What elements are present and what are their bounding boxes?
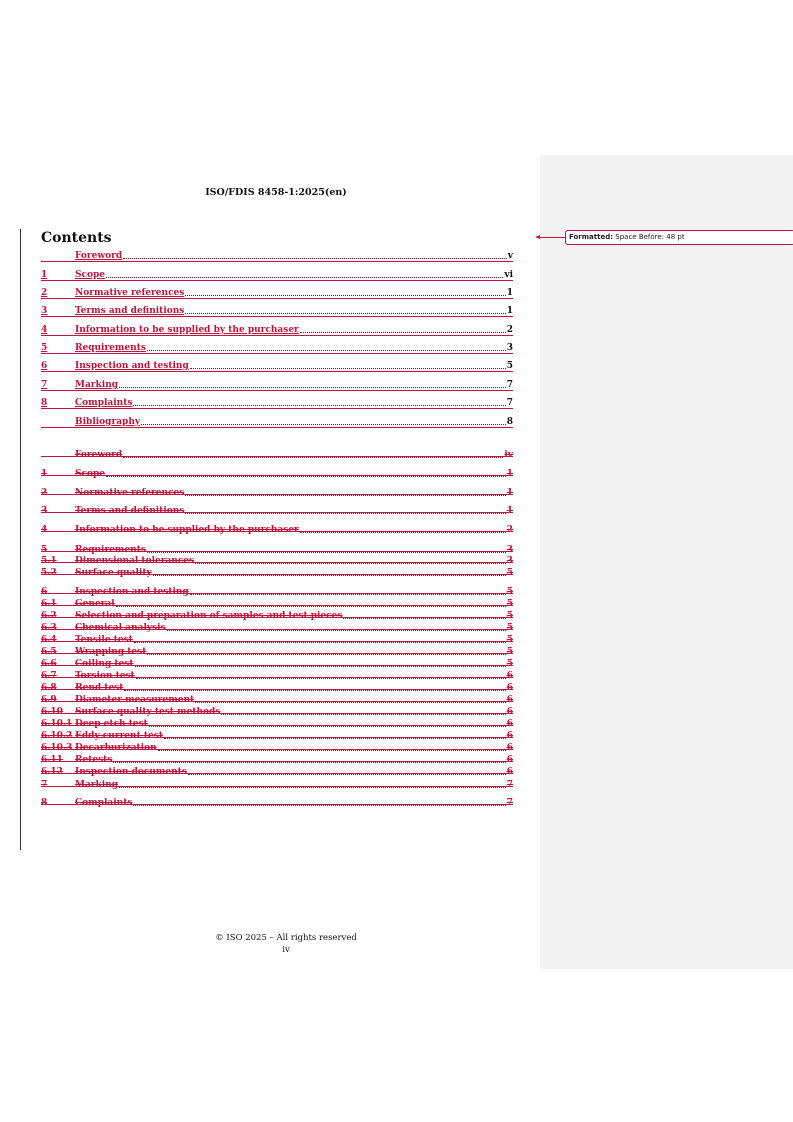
toc-entry-page: 5 — [506, 611, 513, 621]
toc-entry-number: 6.10 — [41, 707, 63, 717]
toc-entry-title: Deep etch test — [75, 719, 148, 729]
toc-entry-number: 4 — [41, 325, 48, 335]
toc-entry-title: Foreword — [75, 251, 123, 261]
toc-entry-number: 7 — [41, 380, 48, 390]
page-number: iv — [282, 945, 290, 955]
document-header: ISO/FDIS 8458-1:2025(en) — [205, 187, 347, 198]
toc-entry-title: Complaints — [75, 398, 133, 408]
toc-entry-deleted[interactable] — [41, 623, 513, 633]
toc-entry-title: Diameter measurement — [75, 695, 195, 705]
toc-entry-deleted[interactable] — [41, 488, 513, 498]
toc-entry-title: Torsion test — [75, 671, 135, 681]
toc-entry-page: 6 — [506, 719, 513, 729]
markup-pane — [540, 155, 793, 969]
toc-leader-dots — [221, 714, 505, 715]
copyright-notice: © ISO 2025 – All rights reserved — [215, 933, 357, 943]
toc-entry-inserted[interactable] — [41, 343, 513, 354]
toc-entry-deleted[interactable] — [41, 647, 513, 657]
toc-entry-page: 5 — [506, 587, 513, 597]
toc-entry-deleted[interactable] — [41, 545, 513, 555]
toc-entry-deleted[interactable] — [41, 568, 513, 578]
toc-entry-number: 2 — [41, 288, 48, 298]
toc-leader-dots — [149, 726, 506, 727]
toc-entry-inserted[interactable] — [41, 251, 513, 262]
toc-entry-number: 6.2 — [41, 611, 57, 621]
toc-entry-title: Marking — [75, 380, 119, 390]
comment-text: Space Before: 48 pt — [615, 233, 685, 241]
toc-entry-page: 6 — [506, 707, 513, 717]
toc-entry-number: 6 — [41, 587, 48, 597]
toc-entry-number: 1 — [41, 270, 48, 280]
toc-entry-page: 6 — [506, 767, 513, 777]
toc-entry-deleted[interactable] — [41, 450, 513, 460]
toc-entry-page: 7 — [506, 380, 513, 390]
toc-leader-dots — [116, 606, 506, 607]
toc-entry-deleted[interactable] — [41, 767, 513, 777]
toc-entry-title: General — [75, 599, 115, 609]
toc-leader-dots — [133, 805, 505, 806]
toc-entry-deleted[interactable] — [41, 469, 513, 479]
toc-entry-number: 3 — [41, 306, 48, 316]
toc-entry-deleted[interactable] — [41, 611, 513, 621]
toc-leader-dots — [158, 750, 506, 751]
contents-heading: Contents — [41, 230, 112, 246]
toc-entry-number: 6.5 — [41, 647, 57, 657]
toc-entry-inserted[interactable] — [41, 325, 513, 336]
toc-entry-title: Normative references — [75, 488, 185, 498]
toc-entry-number: 6.4 — [41, 635, 57, 645]
toc-entry-page: 6 — [506, 731, 513, 741]
toc-entry-title: Terms and definitions — [75, 306, 185, 316]
toc-leader-dots — [123, 457, 503, 458]
toc-entry-number: 6.6 — [41, 659, 57, 669]
toc-entry-page: vi — [504, 270, 513, 280]
toc-entry-title: Information to be supplied by the purchaser — [75, 525, 299, 535]
toc-entry-number: 7 — [41, 780, 48, 790]
comment-label: Formatted: — [569, 233, 614, 241]
toc-leader-dots — [106, 476, 506, 477]
toc-leader-dots — [190, 368, 506, 369]
toc-leader-dots — [119, 787, 506, 788]
toc-entry-title: Requirements — [75, 545, 146, 555]
toc-leader-dots — [106, 277, 503, 278]
toc-entry-title: Bibliography — [75, 417, 141, 427]
toc-entry-inserted[interactable] — [41, 398, 513, 409]
toc-entry-title: Retests — [75, 755, 113, 765]
toc-entry-page: 5 — [506, 647, 513, 657]
toc-entry-deleted[interactable] — [41, 719, 513, 729]
toc-entry-title: Coiling test — [75, 659, 134, 669]
toc-entry-title: Foreword — [75, 450, 123, 460]
comment-connector-arrow — [539, 237, 565, 238]
toc-entry-page: iv — [504, 450, 513, 460]
toc-entry-inserted[interactable] — [41, 380, 513, 391]
toc-entry-number: 4 — [41, 525, 48, 535]
toc-entry-number: 5 — [41, 545, 48, 555]
toc-entry-number: 5.2 — [41, 568, 57, 578]
toc-entry-deleted[interactable] — [41, 671, 513, 681]
toc-entry-page: 5 — [506, 623, 513, 633]
toc-entry-number: 2 — [41, 488, 48, 498]
toc-entry-title: Surface quality — [75, 568, 152, 578]
toc-entry-page: 3 — [506, 545, 513, 555]
toc-entry-page: 1 — [506, 306, 513, 316]
toc-entry-title: Information to be supplied by the purchaser — [75, 325, 299, 335]
toc-entry-title: Eddy current test — [75, 731, 163, 741]
page-footer — [40, 932, 532, 956]
toc-entry-page: 8 — [506, 417, 513, 427]
toc-entry-title: Tensile test — [75, 635, 133, 645]
toc-entry-page: 5 — [506, 659, 513, 669]
toc-entry-deleted[interactable] — [41, 635, 513, 645]
toc-leader-dots — [167, 630, 506, 631]
toc-entry-number: 1 — [41, 469, 48, 479]
toc-leader-dots — [134, 642, 506, 643]
toc-leader-dots — [185, 313, 505, 314]
toc-leader-dots — [185, 513, 505, 514]
toc-entry-title: Scope — [75, 270, 106, 280]
toc-entry-page: 5 — [506, 361, 513, 371]
toc-entry-title: Inspection documents — [75, 767, 187, 777]
toc-leader-dots — [300, 532, 506, 533]
toc-entry-title: Requirements — [75, 343, 146, 353]
toc-entry-page: v — [507, 251, 513, 261]
toc-leader-dots — [147, 350, 506, 351]
toc-entry-page: 6 — [506, 671, 513, 681]
toc-leader-dots — [141, 424, 506, 425]
toc-entry-page: 1 — [506, 469, 513, 479]
toc-entry-number: 6.1 — [41, 599, 57, 609]
toc-entry-deleted[interactable] — [41, 743, 513, 753]
toc-entry-title: Decarburization — [75, 743, 157, 753]
toc-entry-inserted[interactable] — [41, 306, 513, 317]
toc-entry-deleted[interactable] — [41, 587, 513, 597]
toc-entry-page: 6 — [506, 755, 513, 765]
toc-entry-inserted[interactable] — [41, 417, 513, 428]
toc-entry-page: 2 — [506, 525, 513, 535]
toc-entry-page: 6 — [506, 683, 513, 693]
toc-entry-number: 6.10.2 — [41, 731, 73, 741]
toc-entry-title: Inspection and testing — [75, 587, 189, 597]
toc-entry-page: 3 — [506, 343, 513, 353]
toc-entry-page: 1 — [506, 488, 513, 498]
toc-entry-page: 1 — [506, 506, 513, 516]
toc-entry-deleted[interactable] — [41, 731, 513, 741]
toc-entry-number: 6.7 — [41, 671, 57, 681]
toc-entry-title: Wrapping test — [75, 647, 147, 657]
toc-entry-inserted[interactable] — [41, 361, 513, 372]
toc-entry-title: Surface quality test methods — [75, 707, 221, 717]
toc-entry-title: Normative references — [75, 288, 185, 298]
toc-entry-deleted[interactable] — [41, 525, 513, 535]
toc-entry-page: 7 — [506, 780, 513, 790]
toc-entry-title: Marking — [75, 780, 119, 790]
toc-entry-number: 5.1 — [41, 556, 57, 566]
toc-leader-dots — [147, 654, 505, 655]
formatting-comment[interactable] — [565, 230, 793, 245]
toc-entry-number: 6.12 — [41, 767, 63, 777]
toc-entry-page: 7 — [506, 798, 513, 808]
toc-entry-deleted[interactable] — [41, 780, 513, 790]
toc-entry-title: Bend test — [75, 683, 124, 693]
toc-entry-page: 5 — [506, 599, 513, 609]
toc-entry-inserted[interactable] — [41, 270, 513, 281]
toc-leader-dots — [164, 738, 506, 739]
toc-leader-dots — [119, 387, 506, 388]
toc-leader-dots — [136, 678, 506, 679]
toc-entry-title: Complaints — [75, 798, 133, 808]
toc-entry-number: 6.10.1 — [41, 719, 73, 729]
toc-entry-deleted[interactable] — [41, 695, 513, 705]
toc-entry-number: 8 — [41, 398, 48, 408]
toc-leader-dots — [185, 495, 505, 496]
toc-entry-number: 6 — [41, 361, 48, 371]
toc-entry-number: 6.3 — [41, 623, 57, 633]
toc-entry-deleted[interactable] — [41, 659, 513, 669]
toc-leader-dots — [113, 762, 505, 763]
toc-entry-number: 6.8 — [41, 683, 57, 693]
toc-entry-deleted[interactable] — [41, 506, 513, 516]
toc-entry-page: 7 — [506, 398, 513, 408]
toc-entry-number: 6.9 — [41, 695, 57, 705]
toc-leader-dots — [343, 618, 505, 619]
toc-leader-dots — [190, 594, 506, 595]
toc-entry-title: Dimensional tolerances — [75, 556, 195, 566]
toc-entry-inserted[interactable] — [41, 288, 513, 299]
toc-entry-page: 1 — [506, 288, 513, 298]
change-bar — [20, 229, 21, 850]
toc-leader-dots — [124, 690, 505, 691]
toc-leader-dots — [147, 552, 506, 553]
toc-entry-deleted[interactable] — [41, 755, 513, 765]
toc-entry-title: Scope — [75, 469, 106, 479]
toc-entry-deleted[interactable] — [41, 707, 513, 717]
toc-leader-dots — [300, 332, 506, 333]
toc-entry-deleted[interactable] — [41, 556, 513, 566]
toc-entry-title: Chemical analysis — [75, 623, 166, 633]
toc-entry-number: 3 — [41, 506, 48, 516]
toc-entry-deleted[interactable] — [41, 683, 513, 693]
toc-entry-page: 5 — [506, 635, 513, 645]
toc-entry-title: Inspection and testing — [75, 361, 189, 371]
toc-leader-dots — [195, 702, 506, 703]
toc-entry-title: Terms and definitions — [75, 506, 185, 516]
toc-entry-number: 8 — [41, 798, 48, 808]
toc-entry-number: 5 — [41, 343, 48, 353]
toc-leader-dots — [153, 575, 506, 576]
toc-entry-page: 5 — [506, 568, 513, 578]
toc-entry-page: 6 — [506, 743, 513, 753]
toc-entry-deleted[interactable] — [41, 798, 513, 808]
toc-entry-title: Selection and preparation of samples and test pieces — [75, 611, 343, 621]
toc-leader-dots — [195, 563, 506, 564]
toc-entry-number: 6.10.3 — [41, 743, 73, 753]
toc-entry-page: 3 — [506, 556, 513, 566]
toc-entry-number: 6.11 — [41, 755, 63, 765]
toc-leader-dots — [133, 405, 505, 406]
toc-leader-dots — [135, 666, 506, 667]
toc-leader-dots — [123, 258, 507, 259]
toc-leader-dots — [185, 295, 505, 296]
toc-entry-page: 6 — [506, 695, 513, 705]
toc-entry-page: 2 — [506, 325, 513, 335]
toc-leader-dots — [188, 774, 506, 775]
table-of-contents — [41, 0, 513, 900]
toc-entry-deleted[interactable] — [41, 599, 513, 609]
